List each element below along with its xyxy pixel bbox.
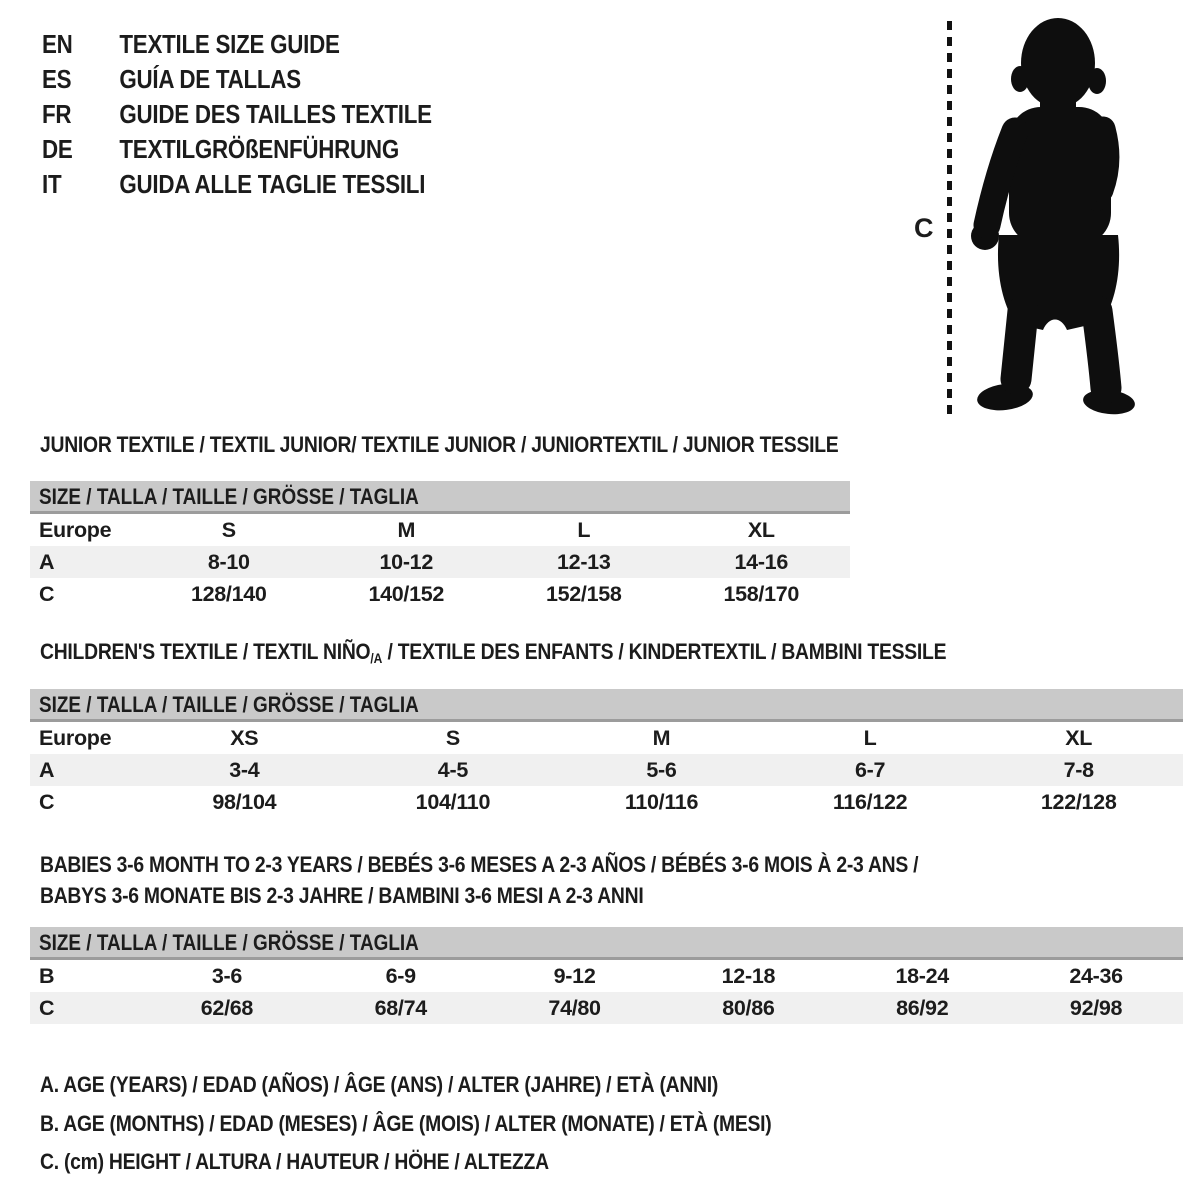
table-cell: S <box>221 517 236 542</box>
row-label: A <box>39 757 55 782</box>
table-cell: L <box>863 725 877 750</box>
language-code: FR <box>42 99 72 129</box>
table-cell: 68/74 <box>374 995 427 1020</box>
table-cell: M <box>652 725 671 750</box>
table-row <box>30 992 1183 1024</box>
language-row <box>42 62 432 97</box>
table-cell: S <box>445 725 460 750</box>
babies-heading-line: BABIES 3-6 MONTH TO 2-3 YEARS / BEBÉS 3-6 MESES A 2-3 AÑOS / BÉBÉS 3-6 MOIS À 2-3 ANS / <box>40 852 919 877</box>
table-cell: M <box>397 517 416 542</box>
language-code: EN <box>42 29 73 59</box>
language-row <box>42 167 432 202</box>
row-label: Europe <box>39 725 112 750</box>
table-row <box>30 546 850 578</box>
language-title: GUIDA ALLE TAGLIE TESSILI <box>119 169 426 199</box>
junior-size-table <box>30 481 850 610</box>
language-code: ES <box>42 64 72 94</box>
legend-note-b: B. AGE (MONTHS) / EDAD (MESES) / ÂGE (MOIS) / ALTER (MONATE) / ETÀ (MESI) <box>40 1110 772 1136</box>
language-row <box>42 132 432 167</box>
table-row <box>30 786 1183 818</box>
legend-notes <box>40 1066 771 1182</box>
table-cell: 4-5 <box>437 757 468 782</box>
row-label: C <box>39 581 55 606</box>
children-heading-text: CHILDREN'S TEXTILE / TEXTIL NIÑO <box>40 639 371 664</box>
row-label: B <box>39 963 55 988</box>
legend-note-a: A. AGE (YEARS) / EDAD (AÑOS) / ÂGE (ANS) / ALTER (JAHRE) / ETÀ (ANNI) <box>40 1072 719 1097</box>
language-title: GUIDE DES TAILLES TEXTILE <box>119 99 432 129</box>
children-section-heading <box>40 639 946 665</box>
height-dashed-line-icon <box>945 19 954 416</box>
table-cell: 10-12 <box>379 549 433 574</box>
table-cell: 86/92 <box>896 995 949 1020</box>
table-cell: 104/110 <box>415 789 491 814</box>
table-cell: 158/170 <box>723 581 800 606</box>
table-cell: 74/80 <box>548 995 601 1020</box>
language-title: GUÍA DE TALLAS <box>119 64 301 94</box>
size-table-header-label: SIZE / TALLA / TAILLE / GRÖSSE / TAGLIA <box>39 930 419 955</box>
table-cell: 5-6 <box>646 757 677 782</box>
language-code: DE <box>42 134 73 164</box>
table-cell: 152/158 <box>545 581 622 606</box>
table-row <box>30 578 850 610</box>
table-row <box>30 514 850 546</box>
legend-note-c: C. (cm) HEIGHT / ALTURA / HAUTEUR / HÖHE / ALTEZZA <box>40 1149 549 1174</box>
table-cell: 6-7 <box>854 757 886 782</box>
table-cell: 14-16 <box>734 549 788 574</box>
table-cell: 18-24 <box>895 963 949 988</box>
size-table-header <box>30 689 1183 722</box>
row-label: Europe <box>39 517 112 542</box>
size-table-header-label: SIZE / TALLA / TAILLE / GRÖSSE / TAGLIA <box>39 484 419 509</box>
table-cell: 6-9 <box>385 963 416 988</box>
table-cell: 116/122 <box>832 789 908 814</box>
table-cell: 3-6 <box>211 963 242 988</box>
table-cell: XL <box>1065 725 1093 750</box>
language-title-list <box>42 27 432 202</box>
table-cell: 3-4 <box>229 757 260 782</box>
junior-section-heading: JUNIOR TEXTILE / TEXTIL JUNIOR/ TEXTILE JUNIOR / JUNIORTEXTIL / JUNIOR TESSILE <box>40 432 839 457</box>
table-cell: 24-36 <box>1069 963 1123 988</box>
table-cell: 12-13 <box>557 549 611 574</box>
height-measure-label: C <box>914 213 934 243</box>
table-cell: 128/140 <box>190 581 267 606</box>
table-cell: 7-8 <box>1063 757 1094 782</box>
table-cell: 122/128 <box>1040 789 1117 814</box>
table-cell: 8-10 <box>207 549 250 574</box>
table-cell: XS <box>230 725 259 750</box>
language-title: TEXTILE SIZE GUIDE <box>119 29 340 59</box>
table-row <box>30 960 1183 992</box>
toddler-silhouette-icon <box>962 13 1140 419</box>
table-cell: 80/86 <box>722 995 775 1020</box>
table-row <box>30 754 1183 786</box>
language-row <box>42 97 432 132</box>
language-title: TEXTILGRÖßENFÜHRUNG <box>119 134 399 164</box>
table-cell: 12-18 <box>721 963 776 988</box>
row-label: A <box>39 549 55 574</box>
row-label: C <box>39 789 55 814</box>
size-table-header <box>30 481 850 514</box>
table-cell: 140/152 <box>368 581 445 606</box>
row-label: C <box>39 995 55 1020</box>
table-cell: 98/104 <box>212 789 277 814</box>
table-cell: 92/98 <box>1069 995 1123 1020</box>
table-cell: L <box>577 517 591 542</box>
language-row <box>42 27 432 62</box>
table-row <box>30 722 1183 754</box>
children-size-table <box>30 689 1183 818</box>
nino-a-subscript: /A <box>370 650 383 666</box>
table-cell: XL <box>747 517 775 542</box>
table-cell: 62/68 <box>200 995 254 1020</box>
size-table-header <box>30 927 1183 960</box>
table-cell: 9-12 <box>553 963 596 988</box>
babies-size-table <box>30 927 1183 1024</box>
babies-heading-line: BABYS 3-6 MONATE BIS 2-3 JAHRE / BAMBINI 3-6 MESI A 2-3 ANNI <box>40 883 644 908</box>
size-table-header-label: SIZE / TALLA / TAILLE / GRÖSSE / TAGLIA <box>39 692 419 717</box>
language-code: IT <box>42 169 62 199</box>
children-heading-text: / TEXTILE DES ENFANTS / KINDERTEXTIL / BAMBINI TESSILE <box>382 639 947 664</box>
table-cell: 110/116 <box>624 789 699 814</box>
babies-section-heading <box>40 849 918 911</box>
